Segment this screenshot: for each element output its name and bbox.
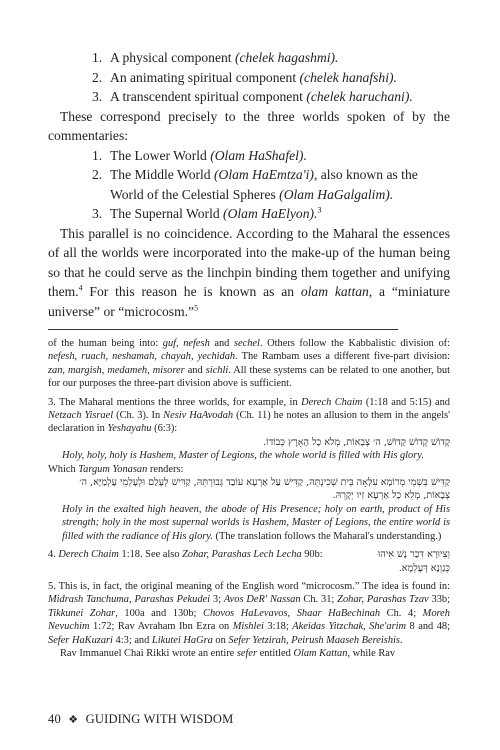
fn-text: and bbox=[209, 338, 234, 349]
fn-term: Sefer HaKuzari bbox=[48, 634, 113, 646]
fn-text: 3. The Maharal mentions the three worlds, for example, in bbox=[48, 396, 302, 408]
diamond-ornament-icon: ❖ bbox=[68, 714, 79, 726]
item-term: (Olam HaEmtza'i) bbox=[214, 167, 314, 182]
para-text: For this reason he is known as an bbox=[82, 284, 301, 299]
footnote-ref[interactable]: 5 bbox=[194, 302, 199, 312]
fn-text: Which bbox=[48, 463, 79, 475]
fn-text: (Ch. 11) he notes an allusion to them in the angels' declaration in bbox=[48, 410, 451, 435]
hebrew-inline: וְצִיוּרָא דִּכַר נָשׁ אִיהוּ bbox=[377, 549, 450, 561]
fn-text: of the human being into: bbox=[48, 338, 163, 349]
page-footer bbox=[48, 712, 233, 727]
item-text: The Supernal World bbox=[110, 206, 224, 221]
fn-text: . All these systems can be related to one another, but for our purposes the three-part division above is sufficient. bbox=[48, 364, 450, 390]
fn-text: 1:72; Rav Avraham Ibn Ezra on bbox=[89, 621, 233, 633]
list-text bbox=[110, 87, 450, 107]
fn-term: Chovos HaLevavos, Shaar HaBechinah bbox=[203, 607, 381, 619]
fn-text: . bbox=[399, 634, 403, 646]
item-text: The Middle World bbox=[110, 167, 214, 182]
fn-text: Ch. 4; bbox=[380, 607, 423, 619]
item-term: (chelek hagashmi). bbox=[234, 50, 339, 65]
fn-term: Zohar, Parashas Tzav bbox=[337, 594, 429, 606]
fn-term: zan, margish, medameh, misorer bbox=[48, 364, 185, 376]
page-body bbox=[48, 48, 450, 660]
item-text: An animating spiritual component bbox=[110, 69, 300, 85]
footnote-divider bbox=[48, 329, 398, 330]
fn-term: Netzach Yisrael bbox=[48, 410, 114, 422]
quote-block-1 bbox=[48, 436, 450, 463]
list-worlds bbox=[48, 146, 450, 224]
paragraph-correspond: These correspond precisely to the three worlds spoken of by the commentaries: bbox=[48, 108, 450, 143]
footnote-5-body bbox=[48, 580, 450, 647]
footnote-5-continuation bbox=[48, 647, 450, 660]
fn-text: Rav Immanuel Chai Rikki wrote an entire bbox=[60, 647, 237, 659]
footnote-3 bbox=[48, 396, 450, 543]
fn-term: Moreh Nevuchim bbox=[48, 607, 450, 633]
fn-term: Avos DeR' Nassan bbox=[223, 594, 301, 606]
item-text: A transcendent spiritual component bbox=[110, 89, 307, 104]
item-text-mid: , also known as the World of the Celestial Spheres bbox=[110, 167, 418, 202]
list-item bbox=[92, 68, 450, 88]
translation-note: (The translation follows the Maharal's understanding.) bbox=[212, 530, 442, 542]
fn-term: Tikkunei Zohar bbox=[48, 607, 116, 619]
fn-text: 1:18. See also bbox=[118, 549, 183, 561]
item-term: (chelek hanafshi). bbox=[299, 69, 397, 85]
fn-term: sechel bbox=[233, 338, 260, 349]
fn-text: (6:3): bbox=[151, 423, 178, 435]
fn-text: 3:18; bbox=[263, 621, 293, 633]
list-item bbox=[92, 48, 450, 68]
list-item bbox=[92, 146, 450, 166]
para-term: olam kattan bbox=[300, 284, 369, 299]
list-number: 2. bbox=[92, 167, 103, 182]
footnote-ref[interactable]: 3 bbox=[317, 205, 322, 215]
fn-text: 33b; bbox=[428, 594, 450, 606]
page-number: 40 bbox=[48, 712, 61, 726]
para-text: This parallel is no coincidence. According to the Maharal the essences of all the worlds were incorporated into the make-up of the human being so that he could serve as the linchpin binding them together and unifying them. bbox=[48, 225, 450, 299]
fn-term: Mishlei bbox=[232, 621, 264, 633]
fn-term: Targum Yonasan bbox=[78, 463, 148, 475]
fn-text: , 100a and 130b; bbox=[115, 607, 204, 619]
fn-term: sefer bbox=[236, 647, 258, 659]
list-components bbox=[48, 48, 450, 107]
quote-block-2 bbox=[48, 476, 450, 543]
targum-intro bbox=[48, 463, 450, 476]
fn-text: , while Rav bbox=[347, 647, 396, 659]
fn-text: renders: bbox=[147, 463, 184, 475]
footnote-4 bbox=[48, 548, 450, 575]
item-term-2: (Olam HaGalgalim). bbox=[279, 186, 394, 202]
fn-text: 4:3; and bbox=[112, 634, 152, 646]
translation-text: Holy, holy, holy is Hashem, Master of Legions, the whole world is filled with His glory. bbox=[62, 450, 424, 462]
translation bbox=[62, 503, 450, 543]
fn-term: Derech Chaim bbox=[58, 549, 119, 561]
fn-term: Yeshayahu bbox=[107, 423, 152, 435]
list-item bbox=[92, 165, 450, 204]
fn-text: . The Rambam uses a different five-part division: bbox=[235, 351, 450, 363]
fn-term: guf, nefesh bbox=[162, 338, 210, 349]
list-number: 2. bbox=[92, 69, 103, 85]
translation-text: Holy in the exalted high heaven, the abode of His Presence; holy on earth, product of His strength; holy in the most supernal worlds is Hashem, Master of Legions, the entire world is filled with the radiance of His glory. bbox=[62, 503, 450, 542]
fn-text: 8 and 48; bbox=[406, 621, 450, 633]
list-number: 3. bbox=[92, 206, 103, 221]
list-text bbox=[110, 146, 450, 166]
translation bbox=[62, 449, 450, 462]
item-term: (chelek haruchani). bbox=[306, 89, 413, 104]
fn-term: Olam Kattan bbox=[293, 647, 348, 659]
item-text: A physical component bbox=[110, 50, 235, 65]
item-term: (Olam HaElyon). bbox=[223, 206, 318, 221]
fn-text: Ch. 31; bbox=[300, 594, 338, 606]
para-text: , a “miniature universe” or “microcosm.” bbox=[48, 284, 450, 319]
hebrew-quote: קָדוֹשׁ קָדוֹשׁ קָדוֹשׁ, ה׳ צְבָאוֹת, מְלֹא כָל הָאָרֶץ כְּבוֹדוֹ. bbox=[263, 436, 450, 448]
running-title: GUIDING WITH WISDOM bbox=[85, 712, 234, 726]
fn-term: Akeidas Yitzchak, She'arim bbox=[292, 621, 407, 633]
footnote-4-line bbox=[48, 548, 450, 561]
fn-term: Nesiv HaAvodah bbox=[163, 410, 234, 422]
aramaic-quote: קַדִּישׁ בִּשְׁמֵי מְרוֹמָא עִלָּאָה בֵּית שְׁכִינְתֵּהּ, קַדִּישׁ עַל אַרְעָא עוֹבַד גְּבוּרְתֵּהּ, קַדִּישׁ לְעָלַם וּלְעָלְמֵי עָלְמַיָּא, ה׳ צְבָאוֹת, מְלֵא כָל אַרְעָא זִיו יְקָרֵהּ. bbox=[79, 477, 450, 502]
fn-term: Likutei HaGra bbox=[151, 634, 213, 646]
fn-term: Derech Chaim bbox=[301, 396, 363, 408]
fn-text: on bbox=[212, 634, 229, 646]
fn-term: Zohar, Parashas Lech Lecha bbox=[182, 549, 302, 561]
fn-term: sichli bbox=[205, 364, 229, 376]
list-text bbox=[110, 48, 450, 68]
fn-term: nefesh, ruach, neshamah, chayah, yechidah bbox=[48, 351, 236, 363]
footnote-3-intro bbox=[48, 396, 450, 436]
list-number: 1. bbox=[92, 147, 103, 163]
list-number: 3. bbox=[92, 89, 103, 104]
fn-text: 90b: bbox=[301, 549, 323, 561]
fn-text: 4. bbox=[48, 549, 59, 561]
fn-text: 5. This is, in fact, the original meaning of the English word “microcosm.” The idea is found in: bbox=[48, 580, 450, 592]
fn-text: 3; bbox=[210, 594, 224, 606]
fn-text: (1:18 and 5:15) and bbox=[362, 396, 450, 408]
fn-text: and bbox=[184, 364, 206, 376]
item-term: (Olam HaShafel). bbox=[210, 147, 307, 163]
fn-term: Midrash Tanchuma, Parashas Pekudei bbox=[48, 594, 211, 606]
fn-text: (Ch. 3). In bbox=[113, 410, 164, 422]
list-text bbox=[110, 204, 450, 224]
item-text: The Lower World bbox=[110, 147, 211, 163]
footnote-5 bbox=[48, 580, 450, 660]
hebrew-continued: כְּגַוְנָא דְּעָלְמָא. bbox=[398, 562, 450, 574]
list-number: 1. bbox=[92, 50, 103, 65]
list-text bbox=[110, 165, 450, 204]
list-item bbox=[92, 87, 450, 107]
paragraph-parallel bbox=[48, 224, 450, 322]
list-text bbox=[110, 68, 450, 88]
footnote-continued bbox=[48, 337, 450, 391]
fn-term: Sefer Yetzirah, Peirush Maaseh Bereishis bbox=[228, 634, 400, 646]
footnote-ref[interactable]: 4 bbox=[78, 283, 83, 293]
fn4-left bbox=[48, 548, 323, 561]
fn-text: entitled bbox=[257, 647, 294, 659]
list-item bbox=[92, 204, 450, 224]
fn-text: . Others follow the Kabbalistic division of: bbox=[259, 338, 450, 349]
